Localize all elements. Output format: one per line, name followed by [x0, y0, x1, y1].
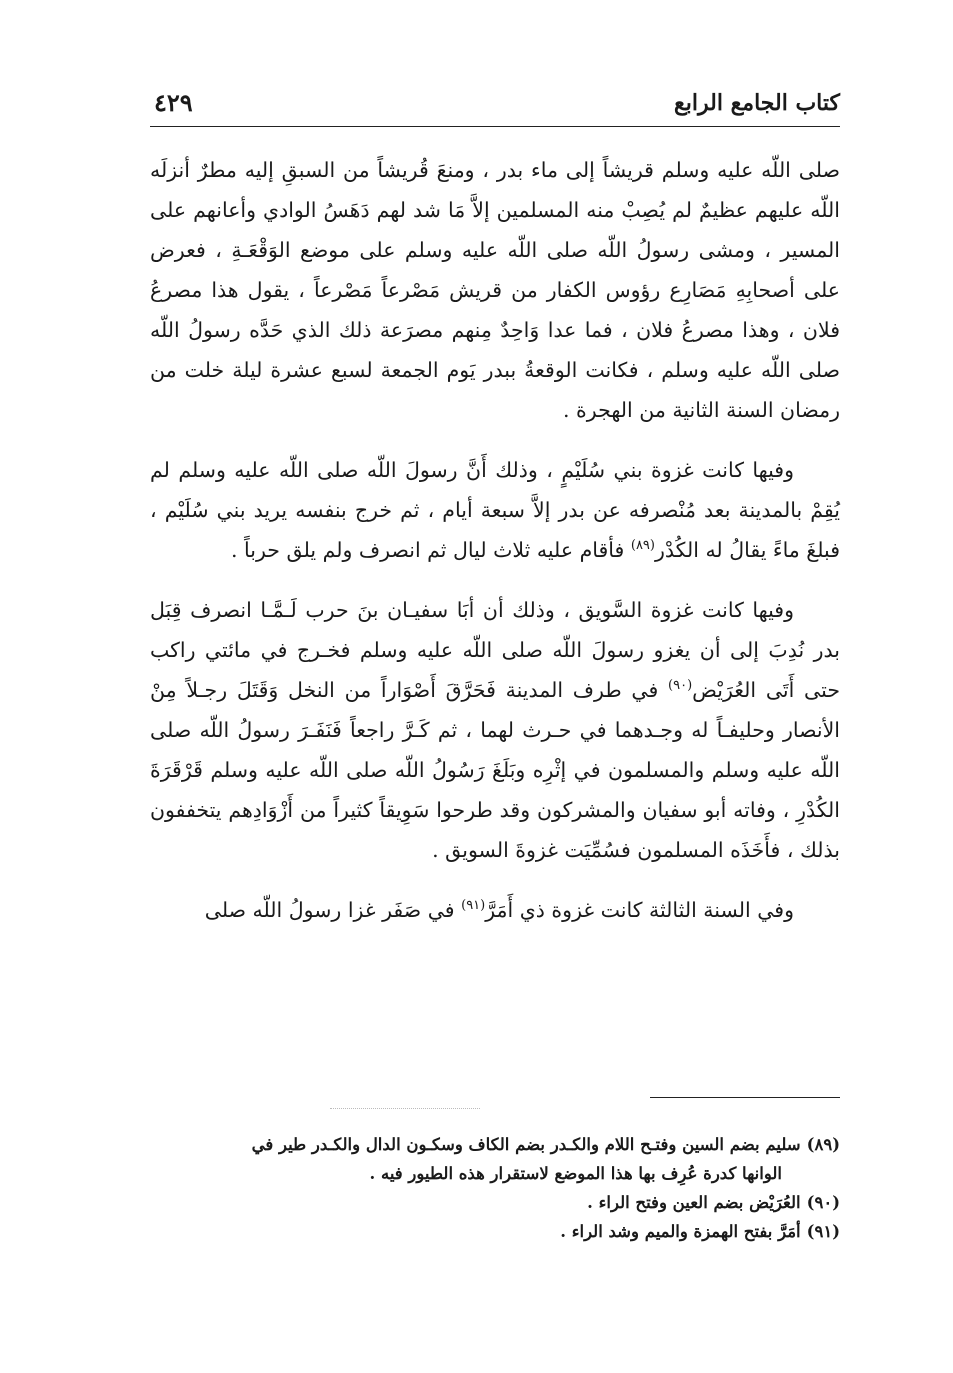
paragraph-text: وفي السنة الثالثة كانت غزوة ذي أَمَرَّ: [485, 898, 794, 922]
footnote-text: العُرَيْض بضم العين وفتح الراء .: [587, 1193, 801, 1212]
footnote-90: [150, 1188, 840, 1217]
paragraph-ghazwat-al-sawiq: [150, 590, 840, 870]
footnote-text: سليم بضم السين وفتـح اللام والكـدر بضم الكاف وسكـون الدال والكـدر طير في: [251, 1135, 801, 1154]
footnote-89: [150, 1130, 840, 1159]
footnotes: [150, 1130, 840, 1246]
footnote-number: (٨٩): [806, 1135, 840, 1154]
footnote-reference-91[interactable]: (٩١): [461, 898, 486, 914]
footnote-91: [150, 1217, 840, 1246]
paragraph-text: في طرف المدينة فَحَرَّقَ أَصْوَاراً من النخل وَقَتَلَ رجـلاً مِنْ الأنصار وحليفـاً له وجـدهما في حـرث لهما ، ثم كَـرَّ راجعاً فَنَفَـرَ رسولُ اللّه صلى اللّه عليه وسلم والمسلمون في إثْرِه وبَلَغَ رَسُولُ اللّه صلى اللّه عليه وسلم قَرْقَرَةَ الكُدْرِ ، وفاته أبو سفيان والمشركون وقد طرحوا سَوِيقاً كثيراً من أَزْوَادِهم يتخففون بذلك ، فأَخَذَه المسلمون فسُمِّيَت غزوةَ السويق .: [150, 678, 840, 862]
footnote-reference-90[interactable]: (٩٠): [668, 678, 693, 694]
paragraph-gap: [150, 570, 840, 590]
paragraph-text: وفيها كانت غزوة بني سُلَيْمٍ ، وذلك أَنَّ رسولَ اللّه صلى اللّه عليه وسلم لم يُقِمْ بالمدينة بعد مُنْصرفه عن بدر إلاَّ سبعة أيام ، ثم خرج بنفسه يريد بني سُلَيْم ، فبلغَ ماءً يقالُ له الكُدْر: [150, 458, 840, 562]
paragraph-ghazwat-bani-sulaym: [150, 450, 840, 570]
footnote-separator: [650, 1097, 840, 1098]
paragraph-gap: [150, 870, 840, 890]
faint-divider: [330, 1108, 480, 1109]
main-text: [150, 150, 840, 930]
paragraph-text: وفيها كانت غزوة السَّويق ، وذلك أن أبَا سفيـان بنَ حرب لَـمَّـا انصرف قِبَل بدر نُدِبَ إلى أن يغزو رسولَ اللّه صلى اللّه عليه وسلم فخـرج في مائتي راكب حتى أَتَى العُرَيْض: [150, 598, 840, 702]
footnote-number: (٩١): [806, 1222, 840, 1241]
paragraph-gap: [150, 430, 840, 450]
running-title: كتاب الجامع الرابع: [674, 90, 840, 116]
footnote-reference-89[interactable]: (٨٩): [630, 538, 655, 554]
paragraph-text: في صَفَر غزا رسولُ اللّه صلى: [204, 898, 462, 922]
footnote-number: (٩٠): [806, 1193, 840, 1212]
page-number: ٤٢٩: [154, 88, 193, 117]
paragraph-ghazwat-dhi-amarr: [150, 890, 840, 930]
paragraph-badr-continued: صلى اللّه عليه وسلم قريشاً إلى ماء بدر ، ومنعَ قُريشاً من السبقِ إليه مطرٌ أنزلَه اللّه عليهم عظيمٌ لم يُصِبْ منه المسلمين إلاَّ مَا شد لهم دَهَسُ الوادي وأعانهم على المسير ، ومشى رسولُ اللّه صلى اللّه عليه وسلم على موضع الوَقْعَـةِ ، فعرض على أصحابِهِ مَصَارِع رؤوس الكفار من قريش مَصْرعاً مَصْرعاً ، يقول هذا مصرعُ فلان ، وهذا مصرعُ فلان ، فما عدا وَاحِدٌ مِنهم مصرَعة ذلك الذي حَدَّه رسولُ اللّه صلى اللّه عليه وسلم ، فكانت الوقعةُ ببدر يَوم الجمعة لسبع عشرة ليلة خلت من رمضان السنة الثانية من الهجرة .: [150, 158, 840, 422]
page-header: [150, 86, 840, 127]
paragraph-text: فأقام عليه ثلاث ليال ثم انصرف ولم يلق حرباً .: [231, 538, 631, 562]
footnote-89-continued: الوانها كدرة عُرِف بها هذا الموضع لاستقرار هذه الطيور فيه .: [369, 1164, 782, 1183]
footnote-text: أمَرَّ بفتح الهمزة والميم وشد الراء .: [560, 1222, 801, 1241]
